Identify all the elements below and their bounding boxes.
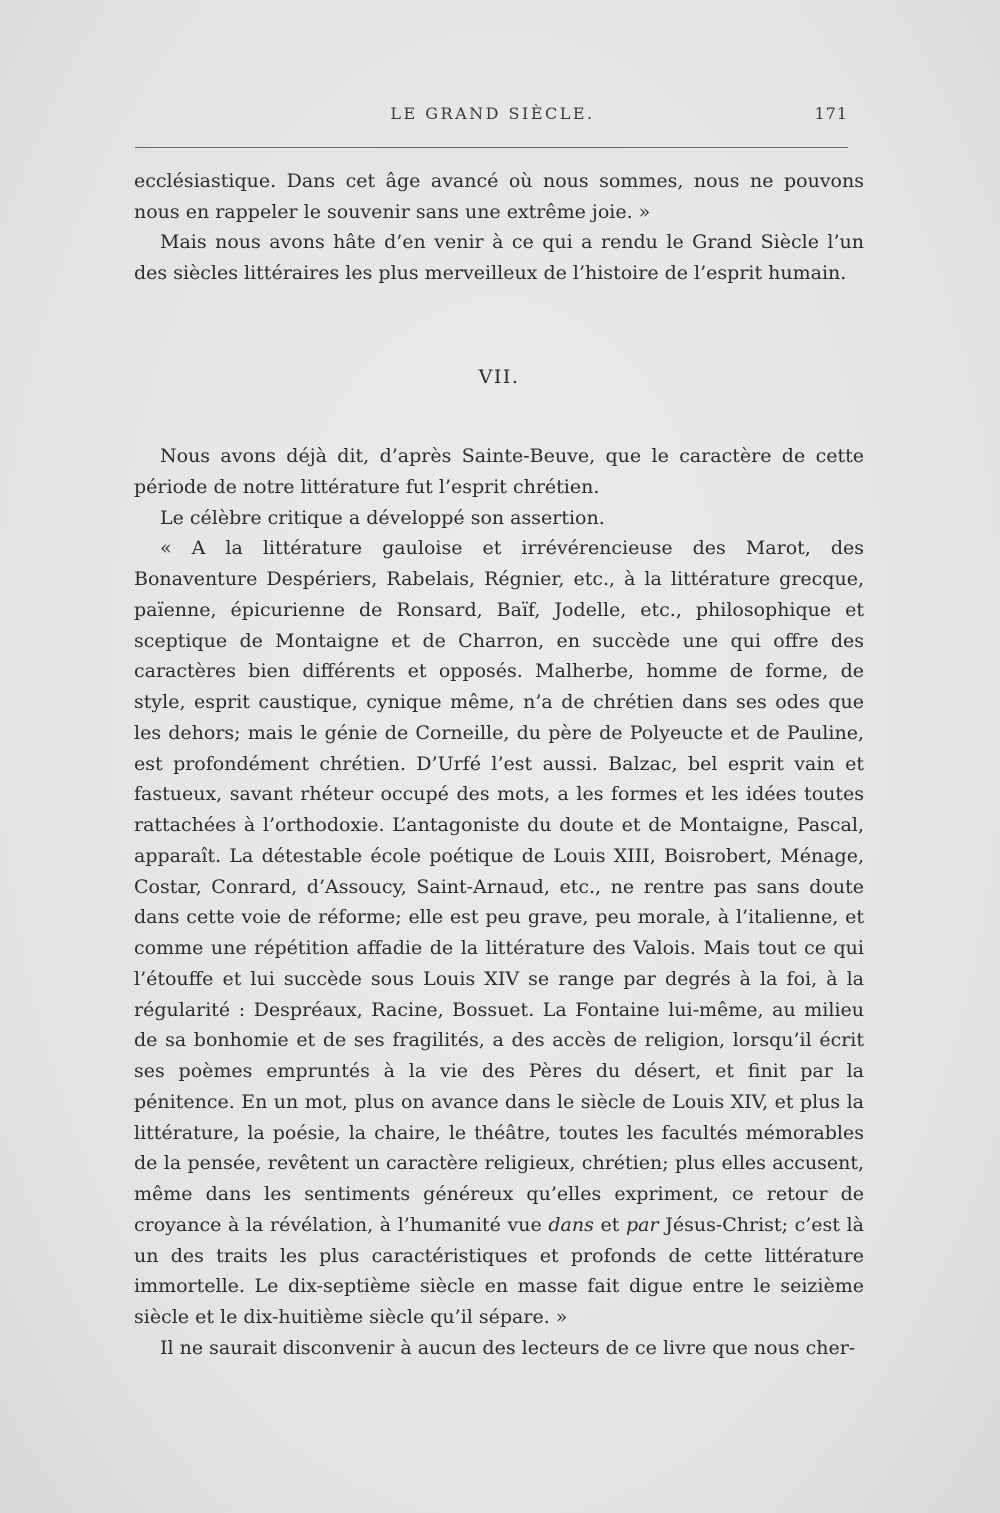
running-head: [135, 104, 850, 128]
connector-et: et: [600, 1213, 620, 1236]
section-text: [134, 441, 864, 1364]
paragraph-assertion: Le célèbre critique a développé son assertion.: [160, 506, 605, 529]
italic-par: par: [626, 1213, 659, 1236]
paragraph-quotation: [134, 533, 864, 1333]
paragraph-continuation: ecclésiastique. Dans cet âge avancé où nous sommes, nous ne pouvons nous en rappeler le souvenir sans une extrême joie. »: [134, 170, 864, 223]
opening-text: [134, 166, 864, 288]
italic-dans: dans: [548, 1213, 594, 1236]
running-title: LE GRAND SIÈCLE.: [390, 104, 595, 123]
paragraph-intro: Nous avons déjà dit, d’après Sainte-Beuve, que le caractère de cette période de notre littérature fut l’esprit chrétien.: [134, 445, 864, 498]
quotation-text: « A la littérature gauloise et irrévérencieuse des Marot, des Bonaventure Despériers, Rabelais, Régnier, etc., à la littérature grecque, païenne, épicurienne de Ronsard, Baïf, Jodelle, etc., philosophique et sceptique de Montaigne et de Charron, en succède une qui offre des caractères bien différents et opposés. Malherbe, homme de forme, de style, esprit caustique, cynique même, n’a de chrétien dans ses odes que les dehors; mais le génie de Corneille, du père de Polyeucte et de Pauline, est profondément chrétien. D’Urfé l’est aussi. Balzac, bel esprit vain et fastueux, savant rhéteur occupé des mots, a les formes et les idées toutes rattachées à l’orthodoxie. L’antagoniste du doute et de Montaigne, Pascal, apparaît. La détestable école poétique de Louis XIII, Boisrobert, Ménage, Costar, Conrard, d’Assoucy, Saint-Arnaud, etc., ne rentre pas sans doute dans cette voie de réforme; elle est peu grave, peu morale, à l’italienne, et comme une répétition affadie de la littérature des Valois. Mais tout ce qui l’étouffe et lui succède sous Louis XIV se range par degrés à la foi, à la régularité : Despréaux, Racine, Bossuet. La Fontaine lui-même, au milieu de sa bonhomie et de ses fragilités, a des accès de religion, lorsqu’il écrit ses poèmes empruntés à la vie des Pères du désert, et finit par la pénitence. En un mot, plus on avance dans le siècle de Louis XIV, et plus la littérature, la poésie, la chaire, le théâtre, toutes les facultés mémorables de la pensée, revêtent un caractère religieux, chrétien; plus elles accusent, même dans les sentiments généreux qu’elles expriment, ce retour de croyance à la révélation, à l’humanité vue: [134, 537, 864, 1236]
section-heading: VII.: [478, 366, 520, 388]
paragraph-transition: Mais nous avons hâte d’en venir à ce qui a rendu le Grand Siècle l’un des siècles littéraires les plus merveilleux de l’histoire de l’esprit humain.: [134, 231, 864, 284]
page-number: 171: [814, 104, 848, 123]
paragraph-final: Il ne saurait disconvenir à aucun des lecteurs de ce livre que nous cher-: [160, 1336, 856, 1359]
quotation-text-end: Jésus-Christ; c’est là un des traits les plus caractéristiques et profonds de cette littérature immortelle. Le dix-septième siècle en masse fait digue entre le seizième siècle et le dix-huitième siècle qu’il sépare. »: [134, 1213, 864, 1328]
header-rule: [135, 147, 848, 148]
